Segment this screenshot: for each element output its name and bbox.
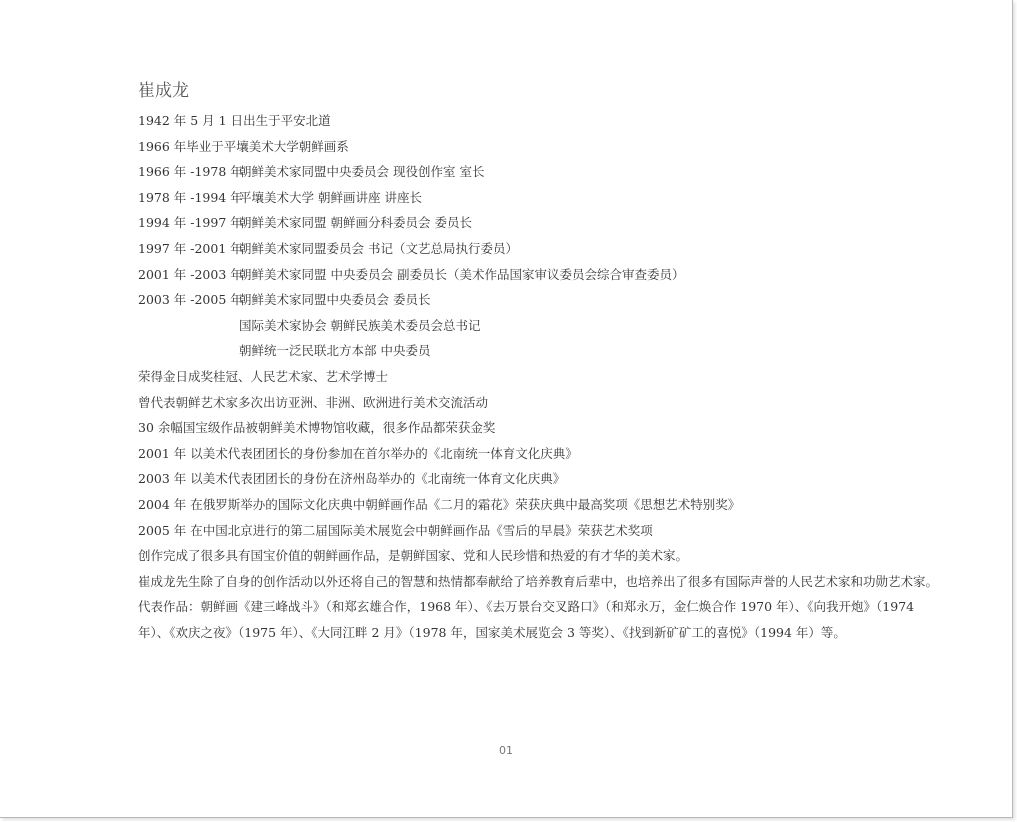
bio-text: 1942 年 5 月 1 日出生于平安北道 xyxy=(138,113,331,128)
career-years: 1966 年 -1978 年 xyxy=(138,164,243,180)
career-text: 平壤美术大学 朝鲜画讲座 讲座长 xyxy=(239,189,422,205)
career-text: 朝鲜美术家同盟 中央委员会 副委员长（美术作品国家审议委员会综合审查委员） xyxy=(239,266,685,282)
summary-text: 创作完成了很多具有国宝价值的朝鲜画作品，是朝鲜国家、党和人民珍惜和热爱的有才华的美术家。 xyxy=(138,548,689,564)
bio-text: 1966 年毕业于平壤美术大学朝鲜画系 xyxy=(138,138,349,154)
summary-line xyxy=(138,543,948,569)
page-number: 01 xyxy=(499,744,513,757)
career-years: 1997 年 -2001 年 xyxy=(138,240,243,256)
career-line-continued xyxy=(138,338,948,364)
career-text: 朝鲜美术家同盟中央委员会 委员长 xyxy=(239,292,431,308)
career-line xyxy=(138,287,948,313)
career-line xyxy=(138,236,948,262)
activity-line xyxy=(138,390,948,416)
collection-text: 30 余幅国宝级作品被朝鲜美术博物馆收藏，很多作品都荣获金奖 xyxy=(138,420,496,436)
activity-text: 曾代表朝鲜艺术家多次出访亚洲、非洲、欧洲进行美术交流活动 xyxy=(138,394,489,410)
career-line xyxy=(138,159,948,185)
career-line xyxy=(138,262,948,288)
honor-line xyxy=(138,364,948,390)
career-text: 国际美术家协会 朝鲜民族美术委员会总书记 xyxy=(239,317,481,333)
award-line xyxy=(138,492,948,518)
bio-line xyxy=(138,134,948,160)
event-text: 2001 年 以美术代表团团长的身份参加在首尔举办的《北南统一体育文化庆典》 xyxy=(138,445,578,461)
career-years: 1978 年 -1994 年 xyxy=(138,189,243,205)
event-line xyxy=(138,441,948,467)
career-line-continued xyxy=(138,313,948,339)
mentorship-paragraph: 崔成龙先生除了自身的创作活动以外还将自己的智慧和热情都奉献给了培养教育后辈中，也培养出了很多有国际声誉的人民艺术家和功勋艺术家。 xyxy=(138,573,939,589)
page-title: 崔成龙 xyxy=(138,81,189,101)
event-line xyxy=(138,466,948,492)
career-text: 朝鲜美术家同盟 朝鲜画分科委员会 委员长 xyxy=(239,215,472,231)
event-text: 2003 年 以美术代表团团长的身份在济州岛举办的《北南统一体育文化庆典》 xyxy=(138,471,566,487)
honor-text: 荣得金日成奖桂冠、人民艺术家、艺术学博士 xyxy=(138,368,389,384)
career-text: 朝鲜美术家同盟中央委员会 现役创作室 室长 xyxy=(239,164,485,180)
collection-line xyxy=(138,415,948,441)
career-text: 朝鲜统一泛民联北方本部 中央委员 xyxy=(239,343,431,359)
document-body xyxy=(138,78,948,645)
career-line xyxy=(138,185,948,211)
career-years: 2003 年 -2005 年 xyxy=(138,292,243,308)
bio-line xyxy=(138,108,948,134)
award-line xyxy=(138,518,948,544)
career-years: 1994 年 -1997 年 xyxy=(138,215,243,231)
award-text: 2004 年 在俄罗斯举办的国际文化庆典中朝鲜画作品《二月的霜花》荣获庆典中最高奖项《思想艺术特别奖》 xyxy=(138,496,741,512)
career-text: 朝鲜美术家同盟委员会 书记（文艺总局执行委员） xyxy=(239,240,518,256)
career-years: 2001 年 -2003 年 xyxy=(138,266,243,282)
works-paragraph: 代表作品：朝鲜画《建三峰战斗》（和郑玄雄合作，1968 年）、《去万景台交叉路口》（和郑永万，金仁焕合作 1970 年）、《向我开炮》（1974 年）、《欢庆之夜》（1975 年）、《大同江畔 2 月》（1978 年，国家美术展览会 3 等奖）、《找到新矿矿工的喜悦》（1994 年）等。 xyxy=(138,599,915,640)
award-text: 2005 年 在中国北京进行的第二届国际美术展览会中朝鲜画作品《雪后的早晨》荣获艺术奖项 xyxy=(138,522,653,538)
career-line xyxy=(138,210,948,236)
